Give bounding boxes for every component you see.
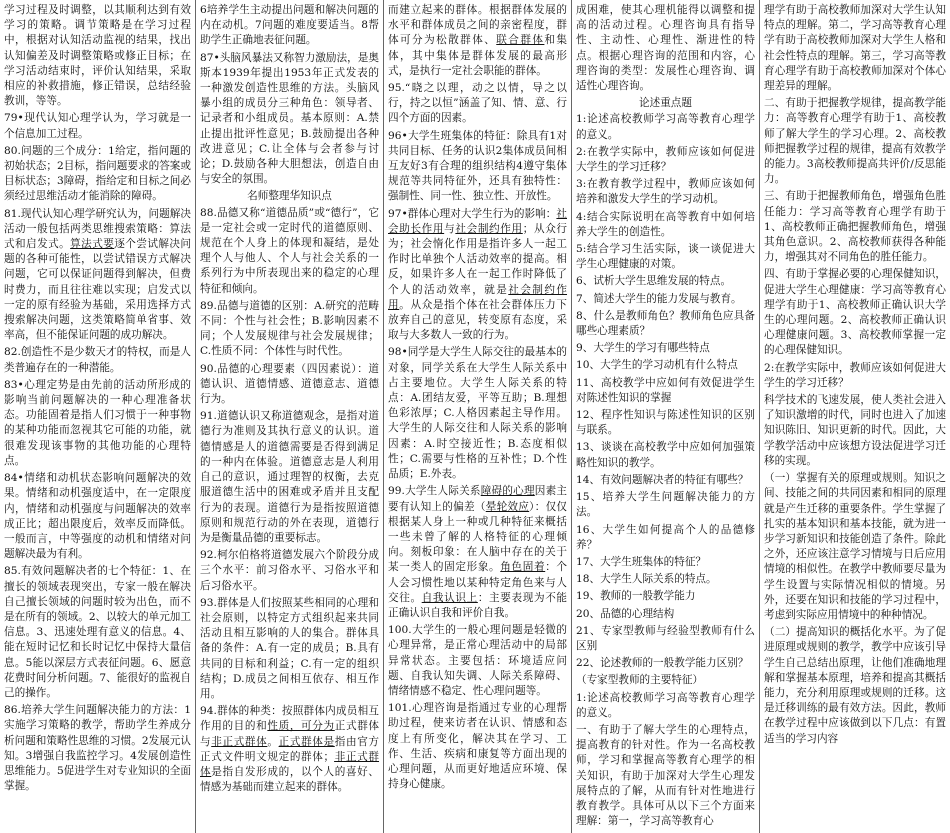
paragraph: 1:论述高校教师学习高等教育心理学的意义。: [576, 691, 755, 719]
paragraph: （二）提高知识的概括化水平。为了促进原理或规则的教学，教学中应该引导学生自己总结出原理，让他们准确地理解和掌握基本原理，培养和提高其概括能力，充分利用原理或规则的迁移。这是迁移训练的最有效方法。因此，教师在教学过程中应该做到以下几点：有置适当的学习内容: [764, 626, 946, 745]
paragraph: 一、有助于了解大学生的心理特点，提高教育的针对性。作为一名高校教师，学习和掌握高等教育心理学的相关知识，有助于加深对大学生心理发展特点的了解，从而有针对性地进行教育教学。具体可从以下三个方面来理解：第一，学习高等教育心: [576, 723, 755, 828]
paragraph: 84•情绪和动机状态影响问题解决的效果。情绪和动机强度适中，在一定限度内，情绪和动机强度与问题解决的效率成正比；超出限度后，效率反而降低。一般而言，中等强度的动机和情绪对问题解决最为有利。: [4, 472, 191, 561]
paragraph: 14、有效问题解决者的特征有哪些？: [576, 473, 749, 486]
paragraph: 科学技术的飞速发展，使人类社会进入了知识激增的时代，同时也进入了加速知识陈旧、知识更新的时代。因此，大学教学活动中应该想方设法促进学习迁移的实现。: [764, 394, 946, 467]
underlined-phrase: 非正式群体: [200, 750, 380, 778]
paragraph: 89.品德与道德的区别：A.研究的范畴不同：个性与社会性；B.影响因素不同；个人发展规律与社会发展规律；C.性质不同：个体性与时代性。: [200, 299, 379, 358]
text-column-3: [384, 0, 572, 833]
underlined-phrase: 社会制约作用: [455, 222, 523, 235]
paragraph: 90.品德的心理要素（四因素说）：道德认识、道德情感、道德意志、道德行为。: [200, 362, 379, 406]
paragraph: 17、大学生班集体的特征？: [576, 555, 707, 568]
paragraph: 12、程序性知识与陈述性知识的区别与联系。: [576, 409, 755, 437]
underlined-phrase: 自我认识上: [421, 591, 478, 604]
paragraph: 三、有助于把握教师角色，增强角色胜任能力：学习高等教育心理学有助于1、高校教师正确把握教师角色，增强其角色意识。2、高校教师获得各种能力，增强其对不同角色的胜任能力。: [764, 190, 946, 264]
paragraph: 11、高校教学中应如何有效促进学生对陈述性知识的掌握: [576, 376, 755, 404]
text-column-4: [572, 0, 760, 833]
paragraph: 8、什么是教师角色？教师角色应具备哪些心理素质？: [576, 309, 755, 338]
underlined-phrase: 正式群体是: [278, 735, 335, 748]
paragraph: 96•大学生班集体的特征：除具有1对共同目标、任务的认识2集体成员间相互友好3有合理的组织结构4遵守集体规范等共同特征外，还具有独特性：强制性、同一性、独立性、开放性。: [388, 129, 567, 203]
paragraph: 9、大学生的学习有哪些特点: [576, 342, 710, 355]
underlined-phrase: 障碍的心理: [480, 485, 535, 498]
underlined-phrase: 社会助长作用: [388, 207, 567, 235]
paragraph: 1:论述高校教师学习高等教育心理学的意义。: [576, 113, 755, 141]
paragraph: 85.有效问题解决者的七个特征：1、在擅长的领域表现突出，专家一般在解决自己擅长领域的问题时较为出色，而不是在所有的领域。2、以较大的单元加工信息。3、迅速处理有意义的信息。4、能在短时记忆和长时记忆中保持大量信息。5能以深层方式表征问题。6、愿意花费时间分析问题。7、能很好的监视自己的操作。: [4, 565, 191, 699]
paragraph: 2:在教学实际中，教师应该如何促进大学生的学习迁移？: [576, 145, 755, 174]
underlined-phrase: 角色固着: [500, 561, 546, 574]
paragraph: 成困难，使其心理机能得以调整和提高的活动过程。心理咨询具有指导性、主动性、心理性、渐进性的特点。根据心理咨询的范围和内容，心理咨询的类型：发展性心理咨询、调适性心理咨询。: [576, 4, 755, 93]
paragraph: 98•同学是大学生人际交往的最基本的对象，同学关系在大学生人际关系中占主要地位。大学生人际关系的特点：A.团结友爱，平等互助；B.理想色彩浓厚；C.人格因素起主导作用。大学生的人际交往和人际关系的影响因素：A.时空接近性；B.态度相似性；C.需要与性格的互补性；D.个性品质；E.外表。: [388, 346, 567, 481]
paragraph: 88.品德又称“道德品质”或“德行”，它是一定社会或一定时代的道德原则、规范在个人身上的体现和凝结，是处理个人与他人、个人与社会关系的一系列行为中所表现出来的稳定的心理特征和倾向。: [200, 206, 379, 295]
paragraph: 22、论述教师的一般教学能力区别？: [576, 657, 749, 670]
paragraph: 99.大学生人际关系障碍的心理因素主要有认知上的偏差（晕轮效应）：仅仅根据某人身上一种或几种特征来概括一些未曾了解的人格特征的心理倾向。刻板印象：在人脑中存在的关于某一类人的固定形象。角色固着：个人会习惯性地以某种特定角色来与人交往。自我认识上：主要表现为不能正确认识自我和评价自我。: [388, 485, 568, 619]
paragraph: 19、教师的一般教学能力: [576, 590, 696, 603]
paragraph: （一）掌握有关的原理或规则。知识之间、技能之间的共同因素和相同的原理就是产生迁移的重要条件。学生掌握了扎实的基本知识和基本技能，就为进一步学习新知识和技能创造了条件。除此之外，还应该注意学习情境与日后应用情境的相似性。在教学中教师要尽量为学生设置与实际情况相似的情境。另外，还要在知识和技能的学习过程中，考虑到实际应用情境中的种种情况。: [764, 472, 946, 621]
paragraph: 四、有助于掌握必要的心理保健知识，促进大学生心理健康：学习高等教育心理学有助于1、高校教师正确认识大学生的心理问题。2、高校教师正确认识心理健康问题。3、高校教师掌握一定的心理保健知识。: [764, 268, 946, 357]
section-heading: 名师整理华知识点: [247, 190, 332, 203]
text-column-1: [0, 0, 196, 833]
paragraph: 97•群体心理对大学生行为的影响：社会助长作用与社会制约作用；从众行为；社会惰化作用是指许多人一起工作时比单独个人活动效率的提高。相反，如果许多人在一起工作时降低了个人的活动效率，就是社会制约作用。从众是指个体在社会群体压力下放弃自己的意见，转变原有态度，采取与大多数人一致的行为。: [388, 207, 568, 342]
underlined-phrase: 联合群体: [496, 34, 545, 47]
paragraph: 95.“晓之以理，动之以情，导之以行，持之以恒”涵盖了知、情、意、行四个方面的因素。: [388, 82, 567, 125]
paragraph: 92.柯尔伯格将道德发展六个阶段分成三个水平：前习俗水平、习俗水平和后习俗水平。: [200, 549, 379, 592]
paragraph: 87•头脑风暴法又称智力激励法，是奥斯本1939年提出1953年正式发表的一种激发创造性思维的方法。头脑风暴小组的成员分三种角色：领导者、记录者和小组成员。基本原则：A.禁止提出批评性意见；B.鼓励提出各种改进意见；C.让全体与会者参与讨论；D.鼓励各种大胆想法，创造自由与安全的氛围。: [200, 51, 379, 186]
paragraph: 13、谈谈在高校教学中应如何加强策略性知识的教学。: [576, 441, 755, 469]
paragraph: 理学有助于高校教师加深对大学生认知特点的理解。第二，学习高等教育心理学有助于高校教师加深对大学生人格和社会性特点的理解。第三，学习高等教育心理学有助于高校教师加深对个体心理差异的理解。: [764, 4, 946, 93]
paragraph: 而建立起来的群体。根据群体发展的水平和群体成员之间的亲密程度，群体可分为松散群体、联合群体和集体，其中集体是群体发展的最高形式，是执行一定社会职能的群体。: [388, 4, 568, 77]
paragraph: 15、培养大学生问题解决能力的方法。: [576, 491, 755, 519]
paragraph: 20、品德的心理结构: [576, 607, 675, 620]
paragraph: 83•心理定势是由先前的活动所形成的影响当前问题解决的一种心理准备状态。功能固着是指人们习惯于一种事物的某种功能而忽视其它可能的功能，就很难发现该事物的其他功能的心理特点。: [4, 378, 191, 467]
paragraph: 5:结合学习生活实际，谈一谈促进大学生心理健康的对策。: [576, 243, 755, 271]
paragraph: 16、大学生如何提高个人的品德修养？: [576, 523, 755, 551]
underlined-phrase: 算法式要: [70, 238, 115, 251]
paragraph: 101.心理咨询是指通过专业的心理帮助过程，使来访者在认识、情感和态度上有所变化，解决其在学习、工作、生活、疾病和康复等方面出现的心理问题，从而更好地适应环境、保持身心健康。: [388, 702, 567, 791]
paragraph: 94.群体的种类：按照群体内成员相互作用的目的和性质，可分为正式群体与非正式群体。正式群体是指由官方正式文件明文规定的群体；非正式群体是指自发形成的，以个人的喜好、情感为基础而建立起来的群体。: [200, 705, 380, 794]
paragraph: 2:在教学实际中，教师应该如何促进大学生的学习迁移？: [764, 361, 946, 389]
underlined-phrase: 社会制约作用: [388, 283, 568, 311]
paragraph: 学习过程及时调整，以其顺利达到有效学习的策略。调节策略是在学习过程中，根据对认知活动监视的结果，找出认知偏差及时调整策略或修正目标；在学习活动结束时，评价认知结果，采取相应的补救措施，修正错误，总结经验教训，等等。: [4, 4, 191, 108]
paragraph: 3:在教育教学过程中，教师应该如何培养和激发大学生的学习动机。: [576, 178, 755, 206]
paragraph: 21、专家型教师与经验型教师有什么区别: [576, 624, 755, 652]
underlined-phrase: 非正式群体: [211, 735, 268, 748]
section-heading: 论述重点题: [639, 97, 692, 110]
underlined-phrase: 性质，可分为: [267, 720, 335, 733]
paragraph: 7、简述大学生的能力发展与教育。: [576, 292, 742, 305]
paragraph: 100.大学生的一般心理问题是轻微的心理异常，是正常心理活动中的局部异常状态。主要包括：环境适应问题、自我认知失调、人际关系障碍、情绪情感不稳定、性心理问题等。: [388, 624, 567, 697]
paragraph: 6、试析大学生思维发展的特点。: [576, 275, 732, 288]
paragraph: （专家型教师的主要特征）: [576, 674, 704, 687]
text-column-5: [760, 0, 950, 833]
paragraph: 81.现代认知心理学研究认为，问题解决活动一般包括两类思维搜索策略：算法式和启发式。算法式要逐个尝试解决问题的各种可能性，以尝试错误方式解决问题，它可以保证问题得到解决，但费时费力，而且往往难以实现；启发式以一定的原有经验为基础，采用选择方式搜索解决问题，这类策略简单省事、效率高，但不能保证问题的成功解决。: [4, 207, 192, 342]
paragraph: 82.创造性不是少数天才的特权，而是人类普遍存在的一种潜能。: [4, 346, 191, 374]
paragraph: 6培养学生主动提出问题和解决问题的内在动机。7问题的难度要适当。8帮助学生正确地表征问题。: [200, 4, 379, 47]
paragraph: 二、有助于把握教学规律，提高教学能力：高等教育心理学有助于1、高校教师了解大学生的学习心理。2、高校教师把握教学过程的规律，提高有效教学的能力。3高校教师提高共评价/反思能力。: [764, 97, 946, 186]
paragraph: 91.道德认识又称道德观念，是指对道德行为准则及其执行意义的认识。道德情感是人的道德需要是否得到满足的一种内在体验。道德意志是人利用自己的意识，通过理智的权衡，去克服道德生活中的困难或矛盾并且支配行为的表现。道德行为是指按照道德原则和规范行动的外在表现，道德行为是衡量品德的重要标志。: [200, 410, 379, 544]
paragraph: 4:结合实际说明在高等教育中如何培养大学生的创造性。: [576, 210, 755, 238]
underlined-phrase: 晕轮效应: [485, 500, 530, 513]
paragraph: 86.培养大学生问题解决能力的方法：1实施学习策略的教学，帮助学生养成分析问题和策略性思维的习惯。2发展元认知。3增强自我监控学习。4发展创造性思维能力。5促进学生对专业知识的全面掌握。: [4, 704, 191, 793]
paragraph: 18、大学生人际关系的特点。: [576, 573, 717, 586]
paragraph: 80.问题的三个成分：1给定，指问题的初始状态；2目标，指问题要求的答案或目标状态；3障碍，指给定和目标之间必须经过思维活动才能消除的障碍。: [4, 144, 191, 203]
paragraph: 93.群体是人们按照某些相同的心理和社会原则，以特定方式组织起来共同活动且相互影响的人的集合。群体具备的条件：A.有一定的成员；B.具有共同的目标和利益；C.有一定的组织结构；D.成员之间相互依存、相互作用。: [200, 596, 379, 700]
paragraph: 79•现代认知心理学认为，学习就是一个信息加工过程。: [4, 112, 191, 140]
text-column-2: [196, 0, 384, 833]
paragraph: 10、大学生的学习动机有什么特点: [576, 359, 738, 372]
